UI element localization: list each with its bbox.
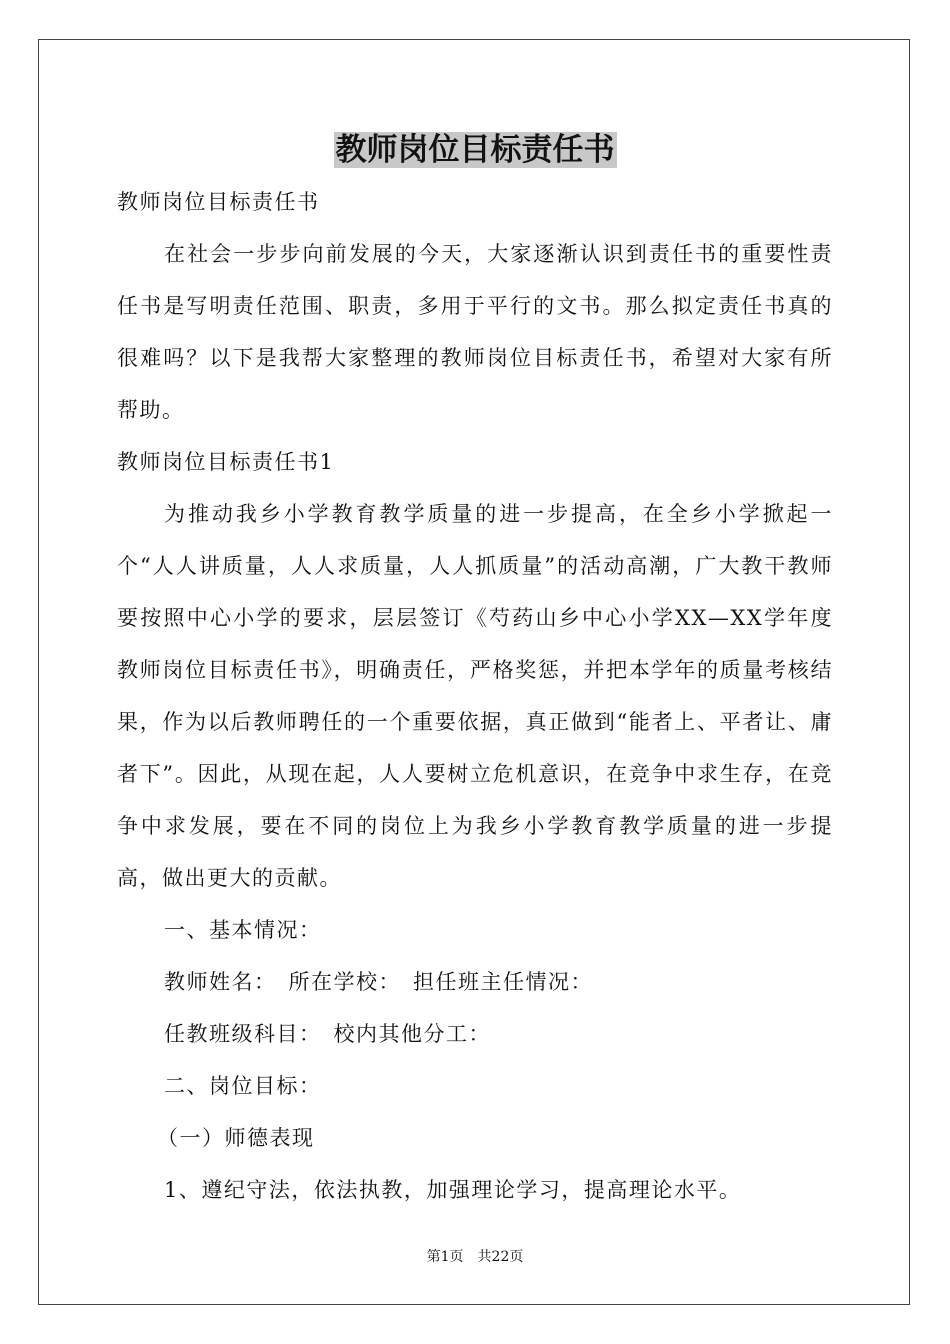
page-number: 第1页 共22页 — [426, 1249, 524, 1265]
teacher-info-line: 教师姓名： 所在学校： 担任班主任情况： — [164, 970, 593, 994]
intro-paragraph: 在社会一步步向前发展的今天，大家逐渐认识到责任书的重要性责任书是写明责任范围、职责，多用于平行的文书。那么拟定责任书真的很难吗？以下是我帮大家整理的教师岗位目标责任书，希望对大家有所帮助。 — [117, 242, 833, 422]
basic-info-heading: 一、基本情况： — [164, 918, 322, 942]
ethics-heading: （一）师德表现 — [157, 1126, 315, 1150]
document-title — [0, 128, 950, 172]
list-item: 1、遵纪守法，依法执教，加强理论学习，提高理论水平。 — [164, 1178, 742, 1202]
body-paragraph: 为推动我乡小学教育教学质量的进一步提高，在全乡小学掀起一个“人人讲质量，人人求质量，人人抓质量”的活动高潮，广大教干教师要按照中心小学的要求，层层签订《芍药山乡中心小学XX—XX学年度教师岗位目标责任书》，明确责任，严格奖惩，并把本学年的质量考核结果，作为以后教师聘任的一个重要依据，真正做到“能者上、平者让、庸者下”。因此，从现在起，人人要树立危机意识，在竞争中求生存，在竞争中求发展，要在不同的岗位上为我乡小学教育教学质量的进一步提高，做出更大的贡献。 — [117, 502, 833, 890]
document-title-text: 教师岗位目标责任书 — [335, 132, 615, 168]
subtitle-paragraph: 教师岗位目标责任书 — [117, 190, 320, 214]
section-heading: 教师岗位目标责任书1 — [117, 450, 335, 474]
goals-heading: 二、岗位目标： — [164, 1074, 322, 1098]
document-body — [117, 176, 833, 1216]
subject-info-line: 任教班级科目： 校内其他分工： — [164, 1022, 491, 1046]
